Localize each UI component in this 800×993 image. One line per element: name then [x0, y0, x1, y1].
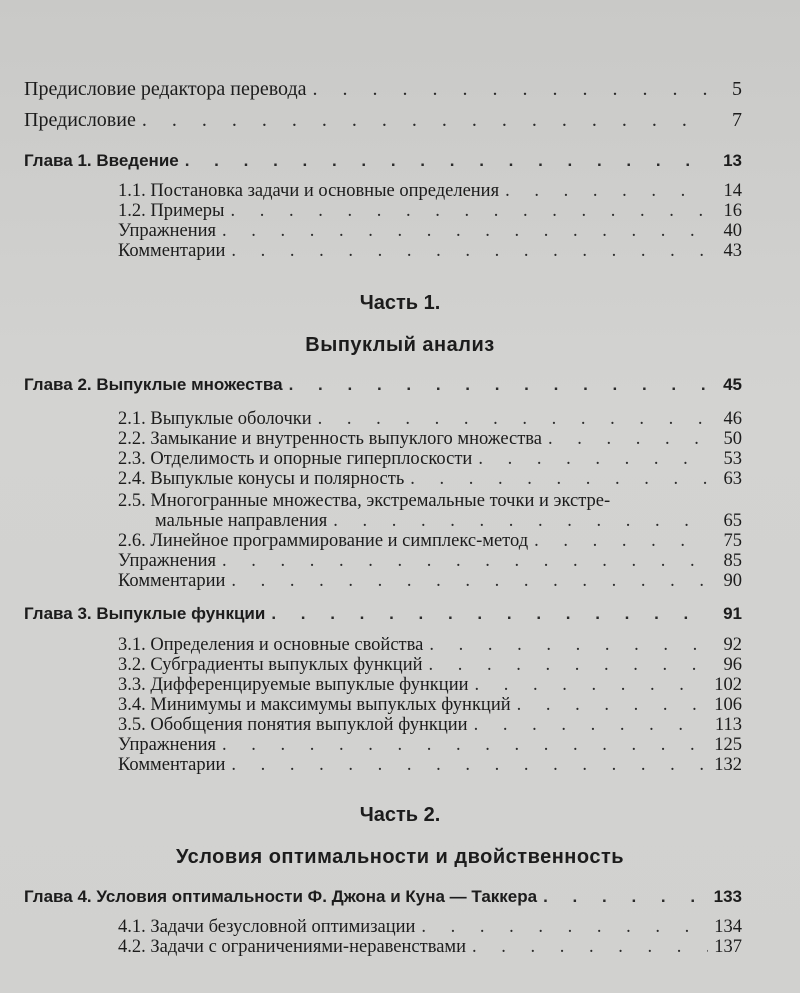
section-title: 3.2. Субградиенты выпуклых функций	[118, 655, 423, 675]
leader-dots	[548, 428, 708, 450]
toc-section[interactable]	[118, 550, 742, 572]
leader-dots	[318, 408, 708, 430]
toc-section[interactable]	[118, 240, 742, 262]
toc-chapter-3[interactable]	[24, 603, 742, 625]
chapter-title: Глава 2. Выпуклые множества	[24, 375, 283, 394]
toc-section[interactable]	[118, 220, 742, 242]
leader-dots	[222, 220, 708, 242]
toc-chapter-2[interactable]	[24, 374, 742, 396]
leader-dots	[429, 654, 709, 676]
section-title: Комментарии	[118, 755, 226, 775]
toc-section[interactable]	[118, 448, 742, 470]
leader-dots	[231, 754, 708, 776]
section-page: 137	[714, 937, 742, 957]
chapter-title: Глава 3. Выпуклые функции	[24, 604, 266, 623]
toc-section-continuation[interactable]	[155, 510, 742, 532]
section-page: 75	[723, 531, 742, 551]
toc-section[interactable]	[118, 428, 742, 450]
toc-section[interactable]	[118, 654, 742, 676]
leader-dots	[313, 78, 708, 100]
leader-dots	[142, 109, 708, 131]
section-page: 102	[714, 675, 742, 695]
toc-section[interactable]	[118, 734, 742, 756]
leader-dots	[289, 374, 708, 396]
section-page: 40	[723, 221, 742, 241]
leader-dots	[421, 916, 708, 938]
leader-dots	[231, 240, 708, 262]
leader-dots	[472, 936, 708, 958]
chapter-page: 133	[713, 887, 742, 906]
section-title: 2.6. Линейное программирование и симплекс-метод	[118, 531, 529, 551]
toc-entry-preface[interactable]	[24, 109, 742, 131]
section-page: 90	[723, 571, 742, 591]
section-title: 1.2. Примеры	[118, 201, 225, 221]
part-2-title: Условия оптимальности и двойственность	[175, 846, 625, 868]
section-title: 2.2. Замыкание и внутренность выпуклого множества	[118, 429, 542, 449]
leader-dots	[534, 530, 708, 552]
section-title: 2.1. Выпуклые оболочки	[118, 409, 312, 429]
section-page: 132	[714, 755, 742, 775]
leader-dots	[410, 468, 708, 490]
entry-title: Предисловие редактора перевода	[24, 78, 307, 100]
toc-section[interactable]	[118, 754, 742, 776]
section-title: Упражнения	[118, 221, 217, 241]
chapter-page: 91	[723, 604, 742, 623]
leader-dots	[475, 674, 709, 696]
leader-dots	[474, 714, 708, 736]
section-title: Упражнения	[118, 735, 217, 755]
section-page: 125	[714, 735, 742, 755]
section-title: 2.3. Отделимость и опорные гиперплоскости	[118, 449, 473, 469]
section-title: 3.5. Обобщения понятия выпуклой функции	[118, 715, 468, 735]
leader-dots	[517, 694, 708, 716]
leader-dots	[333, 510, 708, 532]
toc-section[interactable]	[118, 408, 742, 430]
toc-section[interactable]	[118, 634, 742, 656]
leader-dots	[231, 570, 708, 592]
section-title: 3.4. Минимумы и максимумы выпуклых функций	[118, 695, 511, 715]
section-page: 113	[714, 715, 742, 735]
chapter-title: Глава 4. Условия оптимальности Ф. Джона и Куна — Таккера	[24, 887, 538, 906]
leader-dots	[543, 886, 708, 908]
toc-section[interactable]	[118, 694, 742, 716]
section-page: 63	[723, 469, 742, 489]
section-title: Комментарии	[118, 241, 226, 261]
toc-section[interactable]	[118, 180, 742, 202]
section-page: 65	[723, 511, 742, 531]
entry-page: 5	[732, 78, 742, 100]
toc-section[interactable]	[118, 468, 742, 490]
leader-dots	[222, 734, 708, 756]
leader-dots	[271, 603, 708, 625]
leader-dots	[185, 150, 708, 172]
toc-section[interactable]	[118, 674, 742, 696]
section-title: 1.1. Постановка задачи и основные определения	[118, 181, 500, 201]
toc-section[interactable]	[118, 200, 742, 222]
leader-dots	[429, 634, 708, 656]
section-page: 96	[723, 655, 742, 675]
section-page: 46	[723, 409, 742, 429]
leader-dots	[505, 180, 708, 202]
section-page: 50	[723, 429, 742, 449]
section-page: 85	[723, 551, 742, 571]
section-title: 4.1. Задачи безусловной оптимизации	[118, 917, 416, 937]
section-page: 14	[723, 181, 742, 201]
toc-section-wrapped-first-line[interactable]: 2.5. Многогранные множества, экстремальные точки и экстре-	[118, 491, 611, 511]
chapter-page: 13	[723, 151, 742, 170]
entry-title: Предисловие	[24, 109, 136, 131]
leader-dots	[478, 448, 708, 470]
section-title: мальные направления	[155, 511, 328, 531]
section-title: 3.3. Дифференцируемые выпуклые функции	[118, 675, 469, 695]
section-page: 53	[723, 449, 742, 469]
section-title: Упражнения	[118, 551, 217, 571]
section-page: 43	[723, 241, 742, 261]
toc-section[interactable]	[118, 570, 742, 592]
section-title: Комментарии	[118, 571, 226, 591]
section-page: 92	[723, 635, 742, 655]
toc-chapter-4[interactable]	[24, 886, 742, 908]
toc-chapter-1[interactable]	[24, 150, 742, 172]
section-page: 134	[714, 917, 742, 937]
chapter-page: 45	[723, 375, 742, 394]
section-title: 2.4. Выпуклые конусы и полярность	[118, 469, 405, 489]
section-page: 106	[714, 695, 742, 715]
part-1-number: Часть 1.	[359, 292, 441, 314]
toc-section[interactable]	[118, 714, 742, 736]
toc-section[interactable]	[118, 530, 742, 552]
entry-page: 7	[732, 109, 742, 131]
section-page: 16	[723, 201, 742, 221]
toc-entry-translator-preface[interactable]	[24, 78, 742, 100]
part-2-number: Часть 2.	[359, 804, 441, 826]
section-title: 4.2. Задачи с ограничениями-неравенствами	[118, 937, 467, 957]
leader-dots	[222, 550, 708, 572]
section-title: 3.1. Определения и основные свойства	[118, 635, 424, 655]
part-1-title: Выпуклый анализ	[305, 334, 495, 356]
toc-section[interactable]	[118, 916, 742, 938]
chapter-title: Глава 1. Введение	[24, 151, 179, 170]
toc-section[interactable]	[118, 936, 742, 958]
leader-dots	[230, 200, 708, 222]
